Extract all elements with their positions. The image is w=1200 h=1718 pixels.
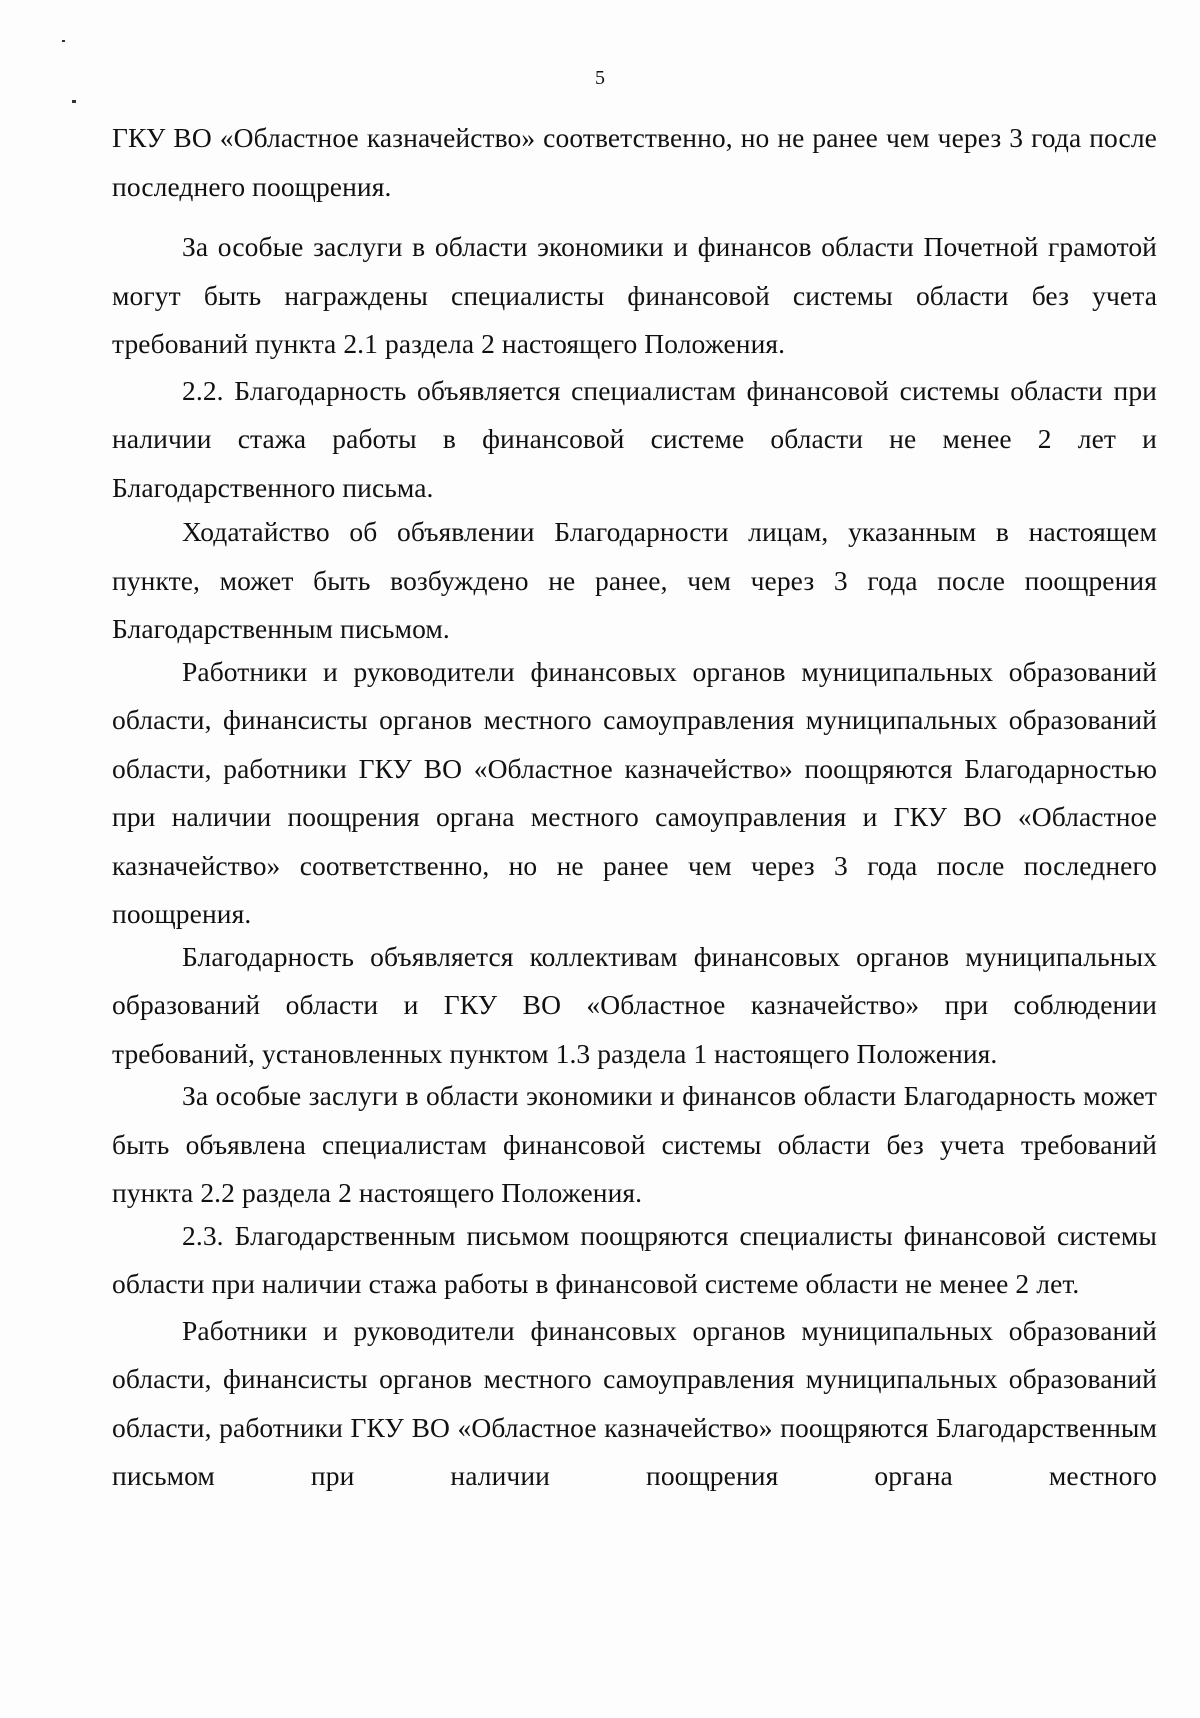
paragraph: 2.3. Благодарственным письмом поощряются специалисты финансовой системы области при наличии стажа работы в финансовой системе области не менее 2 лет.	[112, 1219, 1157, 1299]
paragraph: Ходатайство об объявлении Благодарности лицам, указанным в настоящем пункте, может быть возбуждено не ранее, чем через 3 года после поощрения Благодарственным письмом.	[112, 516, 1157, 644]
paragraph: Благодарность объявляется коллективам финансовых органов муниципальных образований области и ГКУ ВО «Областное казначейство» при соблюдении требований, установленных пунктом 1.3 раздела 1 настоящего Положения.	[112, 940, 1157, 1069]
paragraph: ГКУ ВО «Областное казначейство» соответственно, но не ранее чем через 3 года после последнего поощрения.	[112, 122, 1157, 202]
paragraph: Работники и руководители финансовых органов муниципальных образований области, финансисты органов местного самоуправления муниципальных образований области, работники ГКУ ВО «Областное казначейство» поощряются Благодарностью при наличии поощрения органа местного самоуправления и ГКУ ВО «Областное казначейство» соответственно, но не ранее чем через 3 года после последнего поощрения.	[112, 655, 1157, 929]
scan-speck	[72, 100, 76, 103]
paragraph: За особые заслуги в области экономики и финансов области Благодарность может быть объявлена специалистам финансовой системы области без учета требований пункта 2.2 раздела 2 настоящего Положения.	[112, 1080, 1157, 1208]
scan-speck	[62, 40, 65, 42]
paragraph: За особые заслуги в области экономики и финансов области Почетной грамотой могут быть награждены специалисты финансовой системы области без учета требований пункта 2.1 раздела 2 настоящего Положения.	[112, 231, 1157, 359]
page-number: 5	[595, 67, 605, 89]
paragraph: 2.2. Благодарность объявляется специалистам финансовой системы области при наличии стажа работы в финансовой системе области не менее 2 лет и Благодарственного письма.	[112, 374, 1157, 503]
document-body	[112, 114, 1157, 1501]
paragraph: Работники и руководители финансовых органов муниципальных образований области, финансисты органов местного самоуправления муниципальных образований области, работники ГКУ ВО «Областное казначейство» поощряются Благодарственным письмом при наличии поощрения органа местного	[112, 1314, 1157, 1491]
